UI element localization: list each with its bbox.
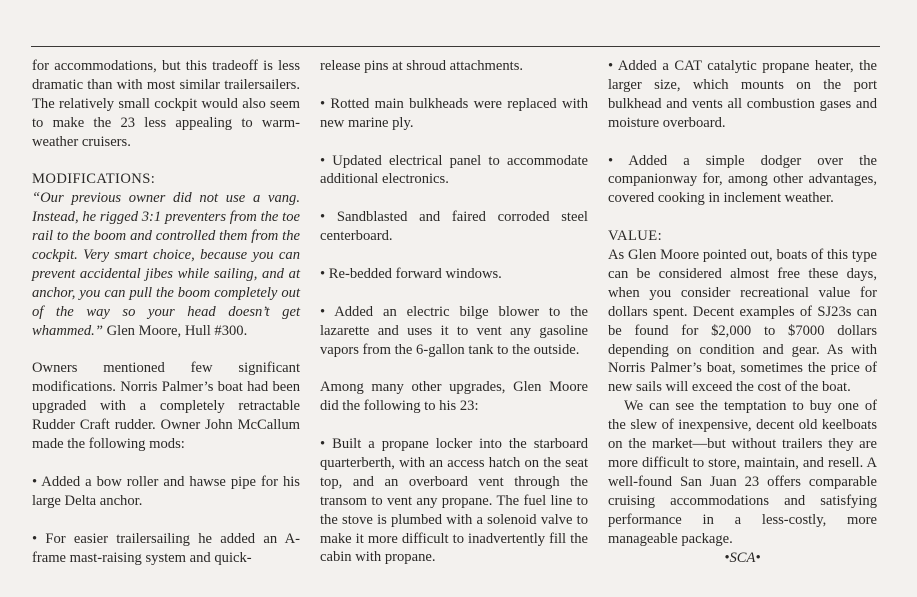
owner-quote (32, 189, 300, 340)
modifications-heading: MODIFICATIONS: (32, 171, 156, 188)
bullet-electrical: • Updated electrical panel to accommodate additional electronics. (320, 152, 588, 188)
top-rule (31, 46, 880, 47)
paragraph-owners: Owners mentioned few significant modifications. Norris Palmer’s boat had been upgraded with a completely retractable Rudder Craft rudder. Owner John McCallum made the following mods: (32, 360, 300, 453)
bullet-bow-roller: • Added a bow roller and hawse pipe for his large Delta anchor. (32, 473, 300, 509)
paragraph-value: As Glen Moore pointed out, boats of this type can be considered almost free these days, when you consider recreational value for dollars spent. Decent examples of SJ23s can be found for $2,000 to $7000 dollars depending on condition and gear. As with Norris Palmer’s boat, sometimes the price of new sails will exceed the cost of the boat. (608, 247, 877, 396)
author-signature: •SCA• (724, 549, 761, 566)
column-2 (320, 57, 588, 567)
paragraph-temptation: We can see the temptation to buy one of the slew of inexpensive, decent old keelboats on the market—but without trailers they are more difficult to store, maintain, and resell. A well-found San Juan 23 offers comparable cruising accommodations and satisfying performance in a less-costly, more manageable package. (608, 398, 877, 547)
column-3 (608, 57, 877, 567)
quote-attribution: Glen Moore, Hull #300. (102, 322, 248, 339)
paragraph-release-pins: release pins at shroud attachments. (320, 58, 524, 74)
bullet-dodger: • Added a simple dodger over the companionway for, among other advantages, covered cooking in inclement weather. (608, 152, 877, 207)
paragraph-upgrades: Among many other upgrades, Glen Moore did the following to his 23: (320, 379, 588, 415)
paragraph-cockpit: for accommodations, but this tradeoff is less dramatic than with most similar trailersailers. The relatively small cockpit would also seem to make the 23 less appealing to warm-weather cruisers. (32, 58, 300, 150)
bullet-bulkheads: • Rotted main bulkheads were replaced with new marine ply. (320, 95, 588, 131)
bullet-a-frame: • For easier trailersailing he added an A-frame mast-raising system and quick- (32, 530, 300, 566)
bullet-propane-locker: • Built a propane locker into the starboard quarterberth, with an access hatch on the seat top, and an overboard vent through the transom to vent any propane. The fuel line to the stove is plumbed with a solenoid valve to make it more difficult to inadvertently fill the cabin with propane. (320, 436, 588, 566)
column-1 (32, 57, 300, 567)
bullet-windows: • Re-bedded forward windows. (320, 265, 502, 282)
bullet-bilge-blower: • Added an electric bilge blower to the lazarette and uses it to vent any gasoline vapors from the 6-gallon tank to the outside. (320, 303, 588, 358)
quote-text: “Our previous owner did not use a vang. Instead, he rigged 3:1 preventers from the toe rail to the boom and controlled them from the cockpit. Very smart choice, because you can prevent accidental jibes while sailing, and at anchor, you can pull the boom completely out of the way so your head doesn’t get whammed.” (32, 190, 300, 339)
value-heading: VALUE: (608, 228, 663, 245)
bullet-heater: • Added a CAT catalytic propane heater, the larger size, which mounts on the port bulkhead and vents all combustion gases and moisture overboard. (608, 58, 877, 131)
bullet-centerboard: • Sandblasted and faired corroded steel centerboard. (320, 209, 588, 245)
